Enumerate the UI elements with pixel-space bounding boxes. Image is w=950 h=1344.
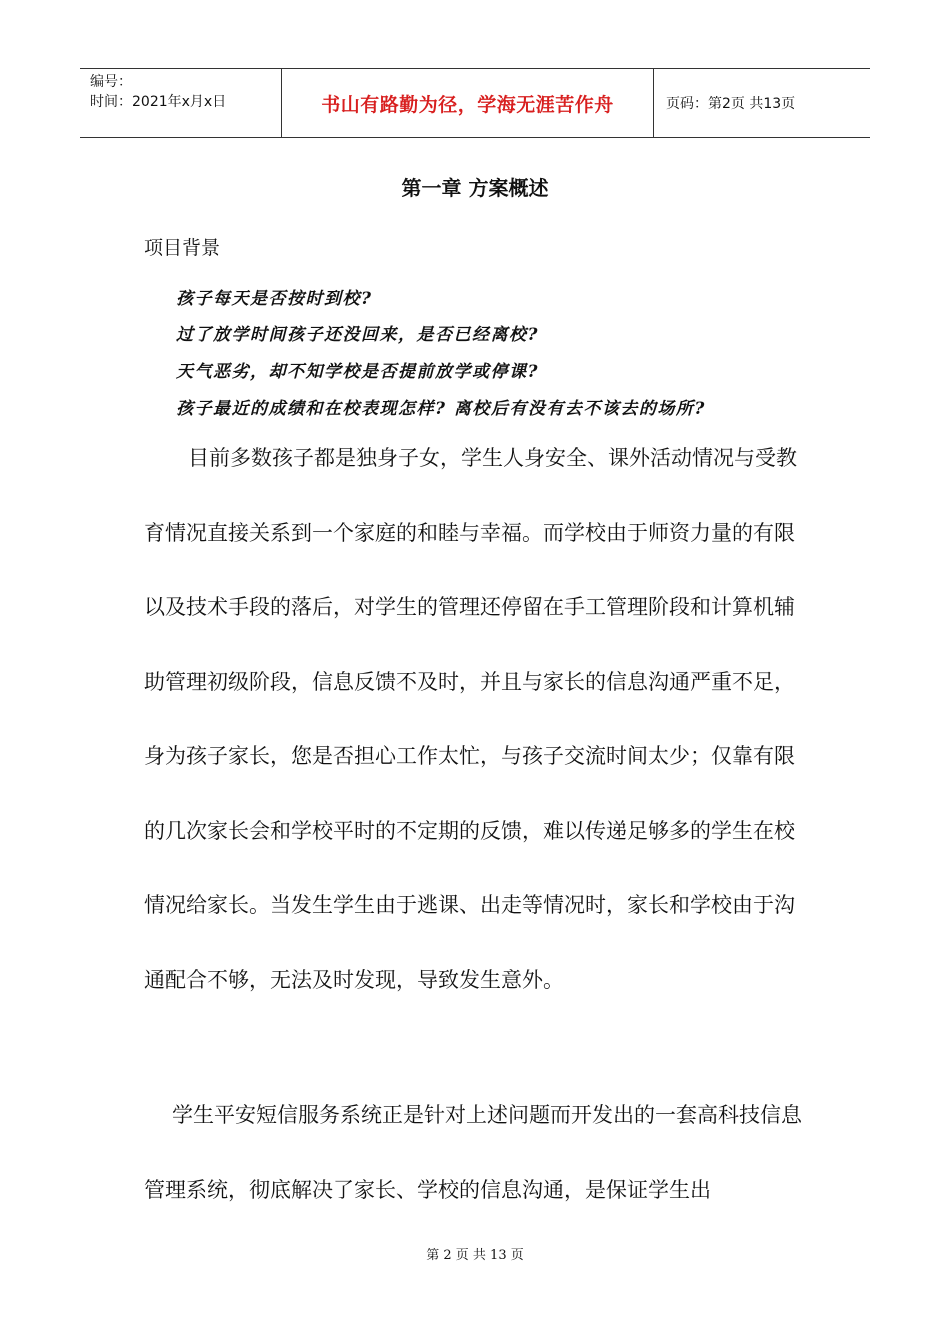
question-item: 孩子最近的成绩和在校表现怎样? 离校后有没有去不该去的场所? <box>176 399 706 419</box>
question-item: 孩子每天是否按时到校? <box>176 289 373 309</box>
page-header <box>80 68 870 138</box>
document-number: 编号： <box>90 74 132 90</box>
body-paragraph: 目前多数孩子都是独身子女，学生人身安全、课外活动情况与受教育情况直接关系到一个家庭的和睦与幸福。而学校由于师资力量的有限以及技术手段的落后，对学生的管理还停留在手工管理阶段和计算机辅助管理初级阶段，信息反馈不及时，并且与家长的信息沟通严重不足，身为孩子家长，您是否担心工作太忙，与孩子交流时间太少；仅靠有限的几次家长会和学校平时的不定期的反馈，难以传递足够多的学生在校情况给家长。当发生学生由于逃课、出走等情况时，家长和学校由于沟通配合不够，无法及时发现，导致发生意外。 <box>144 446 797 992</box>
header-motto: 书山有路勤为径，学海无涯苦作舟 <box>321 93 614 116</box>
section-title: 项目背景 <box>144 237 221 259</box>
chapter-title: 第一章 方案概述 <box>401 176 549 200</box>
header-page-info: 页码：第2页 共13页 <box>666 96 796 112</box>
header-meta <box>80 69 281 137</box>
header-motto-cell <box>281 69 654 137</box>
body-paragraph: 学生平安短信服务系统正是针对上述问题而开发出的一套高科技信息管理系统，彻底解决了家长、学校的信息沟通，是保证学生出 <box>144 1103 802 1202</box>
document-date: 时间：2021年x月x日 <box>90 94 227 110</box>
question-item: 过了放学时间孩子还没回来，是否已经离校? <box>176 325 539 345</box>
question-item: 天气恶劣，却不知学校是否提前放学或停课? <box>176 362 539 382</box>
page-footer: 第 2 页 共 13 页 <box>426 1248 524 1263</box>
